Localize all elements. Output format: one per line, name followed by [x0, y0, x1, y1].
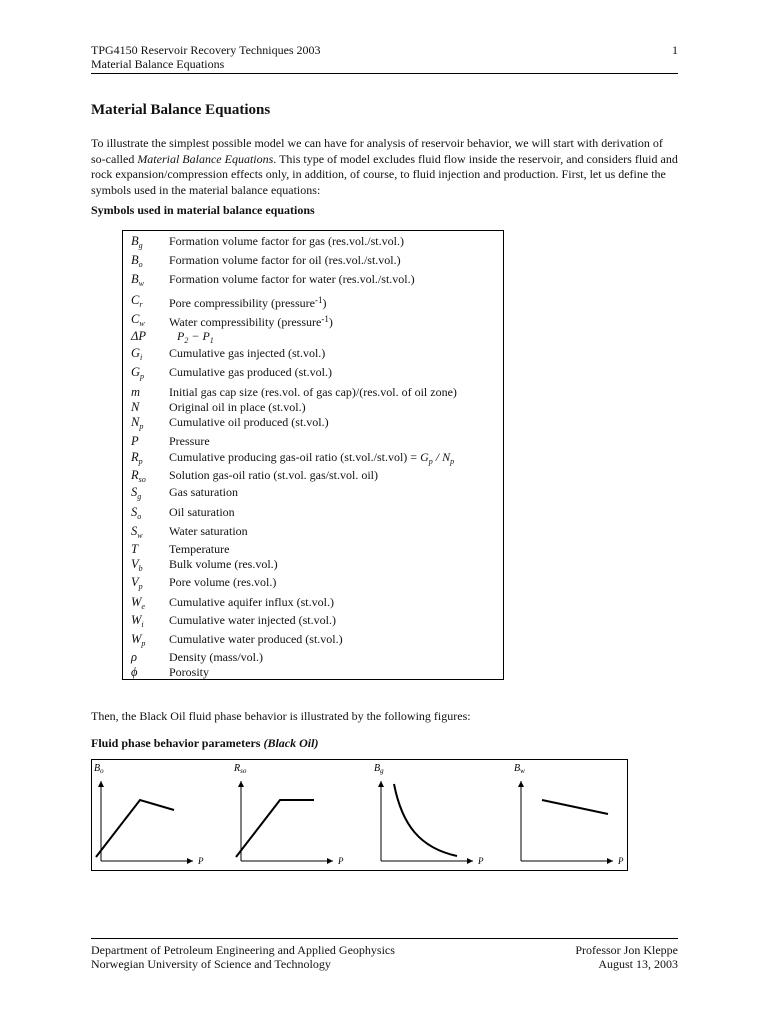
- symbol-row: [123, 311, 503, 327]
- x-axis-arrow: [607, 858, 613, 864]
- symbol-row: [123, 292, 503, 308]
- y-axis-arrow: [378, 781, 384, 787]
- intro-text-1: To illustrate the simplest possible model we can have for analysis of reservoir behavior, we will start with derivation of so-called: [91, 136, 663, 166]
- x-axis-label: P: [198, 856, 204, 866]
- symbol-row: [123, 328, 503, 344]
- symbol-definition: Cumulative oil produced (st.vol.): [169, 415, 329, 429]
- rp-expression-sub-a: p: [428, 457, 433, 466]
- symbol-definition: Pore compressibility (pressure$^{-1}$): [169, 295, 327, 310]
- symbol: $W_e$: [131, 595, 145, 611]
- symbol-subscript: r: [139, 300, 143, 309]
- data-curve: [96, 800, 174, 857]
- symbol-row: [123, 271, 503, 287]
- footer-divider: [91, 938, 678, 939]
- symbol-definition: Formation volume factor for gas (res.vol./st.vol.): [169, 234, 404, 248]
- symbol-row: [123, 345, 503, 361]
- figure-heading: [91, 736, 318, 751]
- symbol: m: [131, 385, 141, 399]
- footer-right: [575, 943, 678, 971]
- symbol-row: [123, 433, 503, 449]
- symbol-definition: Cumulative aquifer influx (st.vol.): [169, 595, 334, 609]
- symbol-row: [123, 649, 503, 665]
- y-axis-arrow: [518, 781, 524, 787]
- rp-expression-sub-b: p: [450, 457, 455, 466]
- symbol-subscript: so: [138, 475, 146, 484]
- symbol-subscript: p: [140, 372, 145, 381]
- y-axis-label-base: B: [514, 763, 521, 774]
- symbol-definition: Bulk volume (res.vol.): [169, 557, 278, 571]
- symbols-table: [122, 230, 504, 680]
- figure-heading-text: Fluid phase behavior parameters: [91, 736, 264, 750]
- plot-panel-4: [514, 763, 624, 866]
- symbol-definition: Gas saturation: [169, 485, 238, 499]
- page-header: [91, 43, 678, 71]
- symbol-row: [123, 484, 503, 500]
- symbol: $B_w$: [131, 272, 144, 288]
- x-axis-arrow: [327, 858, 333, 864]
- y-axis-label: [374, 763, 384, 775]
- footer-university: Norwegian University of Science and Technology: [91, 957, 331, 971]
- symbol: ΔP: [131, 329, 146, 343]
- y-axis-arrow: [98, 781, 104, 787]
- symbol-row: [123, 364, 503, 380]
- data-curve: [236, 800, 314, 857]
- symbol-definition: Oil saturation: [169, 505, 235, 519]
- y-axis-arrow: [238, 781, 244, 787]
- symbol-row: [123, 504, 503, 520]
- y-axis-label-base: R: [234, 763, 241, 774]
- symbol-row: [123, 252, 503, 268]
- symbol-subscript: p: [141, 639, 146, 648]
- y-axis-label: [514, 763, 525, 775]
- delta-p-expression-sub-a: 2: [184, 336, 189, 345]
- symbol-subscript: g: [137, 492, 142, 501]
- plot-panel-2: [233, 763, 344, 866]
- symbol-row: [123, 594, 503, 610]
- symbol-definition: Cumulative water produced (st.vol.): [169, 632, 343, 646]
- symbol-definition: Formation volume factor for water (res.vol./st.vol.): [169, 272, 415, 286]
- symbol-definition: Cumulative gas injected (st.vol.): [169, 346, 326, 360]
- x-axis-arrow: [467, 858, 473, 864]
- y-axis-label: [233, 763, 247, 775]
- symbol: $V_p$: [131, 575, 143, 591]
- document-title: Material Balance Equations: [91, 102, 271, 118]
- symbol-row: [123, 541, 503, 557]
- symbol-definition: Density (mass/vol.): [169, 650, 263, 664]
- x-axis-arrow: [187, 858, 193, 864]
- y-axis-label-subscript: o: [100, 767, 104, 775]
- symbol: $S_g$: [131, 485, 142, 501]
- plot-panel-1: [94, 763, 204, 866]
- symbol: P: [131, 434, 139, 448]
- page-number: 1: [672, 43, 678, 57]
- y-axis-label-subscript: so: [240, 767, 247, 775]
- header-subtitle: Material Balance Equations: [91, 57, 225, 71]
- symbol-row: [123, 399, 503, 415]
- symbol: $W_i$: [131, 613, 144, 629]
- symbol-row: [123, 612, 503, 628]
- symbol-definition: Porosity: [169, 665, 210, 679]
- symbol-subscript: i: [140, 353, 143, 362]
- y-axis-label-subscript: w: [520, 767, 525, 775]
- symbol-definition: Pore volume (res.vol.): [169, 575, 277, 589]
- symbol-subscript: p: [138, 457, 143, 466]
- symbol-row: [123, 414, 503, 430]
- symbol-subscript: p: [139, 422, 144, 431]
- x-axis-label: P: [338, 856, 344, 866]
- symbol: $V_b$: [131, 557, 143, 573]
- symbol-definition: Water compressibility (pressure$^{-1}$): [169, 314, 333, 329]
- symbol-row: [123, 664, 503, 680]
- symbol-row: [123, 631, 503, 647]
- symbol-definition: Initial gas cap size (res.vol. of gas cap)/(res.vol. of oil zone): [169, 385, 457, 399]
- symbol-subscript: i: [141, 620, 144, 629]
- definition-superscript: -1: [314, 295, 323, 305]
- plot-panel-3: [374, 763, 484, 866]
- symbol-definition: Water saturation: [169, 524, 248, 538]
- fluid-phase-plots: [92, 760, 629, 872]
- symbol-definition: Cumulative water injected (st.vol.): [169, 613, 336, 627]
- symbol-subscript: w: [139, 319, 145, 328]
- phase-behavior-paragraph: Then, the Black Oil fluid phase behavior is illustrated by the following figures:: [91, 709, 471, 723]
- symbol: $S_w$: [131, 524, 143, 540]
- symbol-row: [123, 556, 503, 572]
- symbol-subscript: w: [137, 531, 143, 540]
- symbols-heading: Symbols used in material balance equations: [91, 203, 315, 217]
- footer-date: August 13, 2003: [598, 957, 678, 971]
- symbol: $N_p$: [131, 415, 144, 431]
- symbol: $G_p$: [131, 365, 145, 381]
- intro-paragraph: [91, 136, 679, 199]
- footer-author: Professor Jon Kleppe: [575, 943, 678, 957]
- symbol: N: [131, 400, 140, 414]
- delta-p-expression-sub-b: 1: [209, 336, 214, 345]
- delta-p-expression: $P_2 - P_1$: [177, 329, 214, 345]
- symbol-row: [123, 384, 503, 400]
- symbol: $C_w$: [131, 312, 145, 328]
- symbol-subscript: e: [141, 602, 145, 611]
- header-divider: [91, 73, 678, 74]
- symbol-subscript: g: [138, 241, 143, 250]
- intro-italic: Material Balance Equations: [137, 151, 274, 166]
- footer-department: Department of Petroleum Engineering and Applied Geophysics: [91, 943, 395, 957]
- symbol: $C_r$: [131, 293, 143, 309]
- intro-text-2: . This type of model excludes fluid flow inside the reservoir, and considers fluid and rock expansion/compression effects only, in addition, of course, to fluid injection and production. First, let us define the symbols used in the material balance equations:: [91, 151, 678, 198]
- course-title: TPG4150 Reservoir Recovery Techniques 2003: [91, 43, 321, 57]
- symbol: T: [131, 542, 138, 556]
- symbol: $R_{so}$: [131, 468, 146, 484]
- symbol-row: [123, 233, 503, 249]
- page-footer: [91, 943, 678, 971]
- symbol-definition: Cumulative gas produced (st.vol.): [169, 365, 332, 379]
- symbol: $B_g$: [131, 234, 143, 250]
- symbol: ϕ: [131, 665, 138, 679]
- x-axis-label: P: [618, 856, 624, 866]
- y-axis-label-subscript: g: [380, 767, 384, 775]
- symbol-subscript: w: [138, 279, 144, 288]
- x-axis-label: P: [478, 856, 484, 866]
- symbol: $S_o$: [131, 505, 142, 521]
- figure-heading-italic: (Black Oil): [263, 736, 319, 750]
- symbol: $B_o$: [131, 253, 143, 269]
- y-axis-label: [94, 763, 104, 775]
- y-axis-label-base: B: [94, 763, 101, 774]
- rp-expression: $G_p / N_p$: [420, 450, 455, 466]
- symbol-definition: Temperature: [169, 542, 230, 556]
- symbol-row: [123, 574, 503, 590]
- symbol-definition: Formation volume factor for oil (res.vol./st.vol.): [169, 253, 401, 267]
- symbol-definition: Cumulative producing gas-oil ratio $(st.vol./st.vol) = G_p / N_p$: [169, 450, 455, 466]
- symbol-row: [123, 467, 503, 483]
- data-curve: [542, 800, 608, 814]
- symbol: $W_p$: [131, 632, 146, 648]
- symbol: ρ: [131, 650, 137, 664]
- symbol-subscript: o: [138, 260, 143, 269]
- symbol-definition: Solution gas-oil ratio (st.vol. gas/st.vol. oil): [169, 468, 378, 482]
- symbol-subscript: b: [138, 564, 143, 573]
- fluid-phase-figure: [91, 759, 628, 871]
- symbol-row: [123, 523, 503, 539]
- definition-superscript: -1: [321, 314, 329, 324]
- y-axis-label-base: B: [374, 763, 381, 774]
- symbol-definition: Pressure: [169, 434, 210, 448]
- data-curve: [394, 784, 457, 856]
- symbol-subscript: o: [137, 512, 142, 521]
- symbol-subscript: p: [138, 582, 143, 591]
- symbol: $G_i$: [131, 346, 143, 362]
- symbol-definition: Original oil in place (st.vol.): [169, 400, 306, 414]
- symbol: $R_p$: [131, 450, 143, 466]
- symbol-row: [123, 449, 503, 465]
